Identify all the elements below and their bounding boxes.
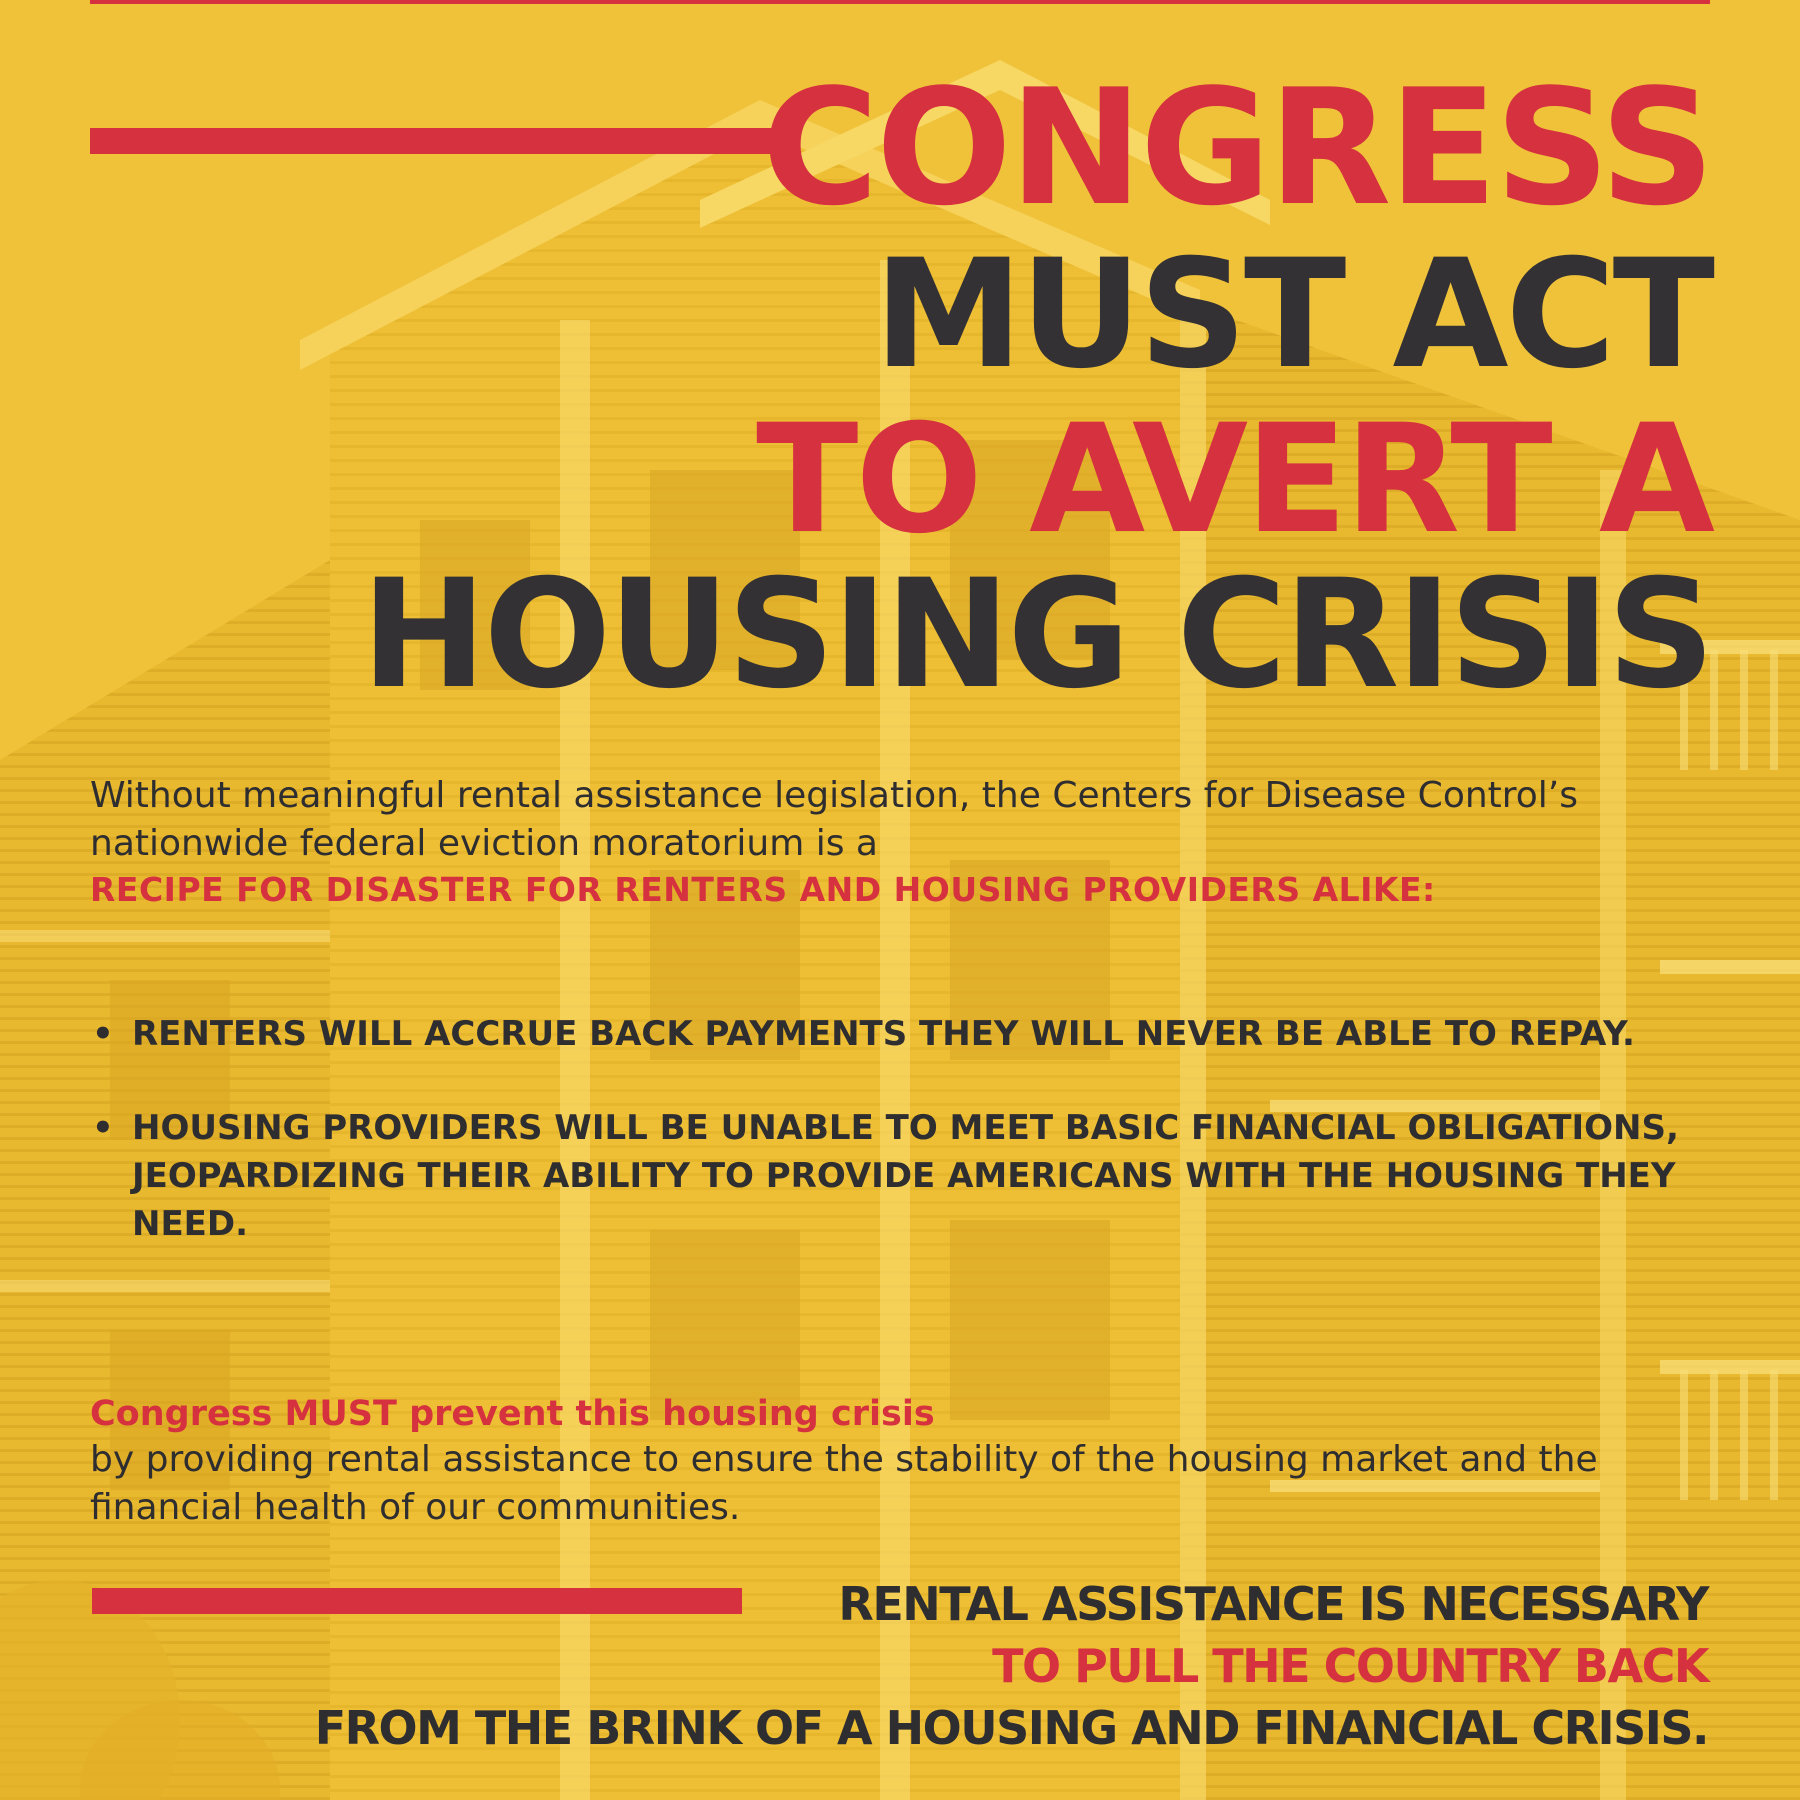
list-item — [90, 1104, 1710, 1248]
call-to-action-text: by providing rental assistance to ensure the stability of the housing market and the financial health of our communities. — [90, 1439, 1598, 1528]
headline-rule — [90, 128, 780, 154]
headline-line-4: HOUSING CRISIS — [361, 548, 1712, 722]
bullet-list — [90, 1010, 1710, 1294]
bullet-icon: • — [92, 1014, 114, 1054]
intro-emphasis: RECIPE FOR DISASTER FOR RENTERS AND HOUSING PROVIDERS ALIKE: — [90, 870, 1436, 909]
footer-rule — [92, 1588, 742, 1614]
call-to-action-emphasis: Congress MUST prevent this housing crisis — [90, 1394, 935, 1434]
bullet-text: HOUSING PROVIDERS WILL BE UNABLE TO MEET BASIC FINANCIAL OBLIGATIONS, JEOPARDIZING THEIR ABILITY TO PROVIDE AMERICANS WITH THE HOUSING THEY NEED. — [132, 1108, 1679, 1244]
headline-line-2: MUST ACT — [873, 228, 1712, 402]
bullet-icon: • — [92, 1108, 114, 1148]
footer-line-3: FROM THE BRINK OF A HOUSING AND FINANCIAL CRISIS. — [314, 1701, 1708, 1755]
list-item — [90, 1010, 1710, 1058]
intro-paragraph: Without meaningful rental assistance legislation, the Centers for Disease Control’s nationwide federal eviction moratorium is a — [90, 775, 1579, 864]
footer-line-2: TO PULL THE COUNTRY BACK — [992, 1639, 1708, 1693]
bullet-text: RENTERS WILL ACCRUE BACK PAYMENTS THEY WILL NEVER BE ABLE TO REPAY. — [132, 1014, 1635, 1054]
headline-line-3: TO AVERT A — [756, 393, 1712, 567]
headline-line-1: CONGRESS — [761, 54, 1712, 241]
top-rule — [90, 0, 1710, 4]
footer-line-1: RENTAL ASSISTANCE IS NECESSARY — [838, 1577, 1708, 1631]
